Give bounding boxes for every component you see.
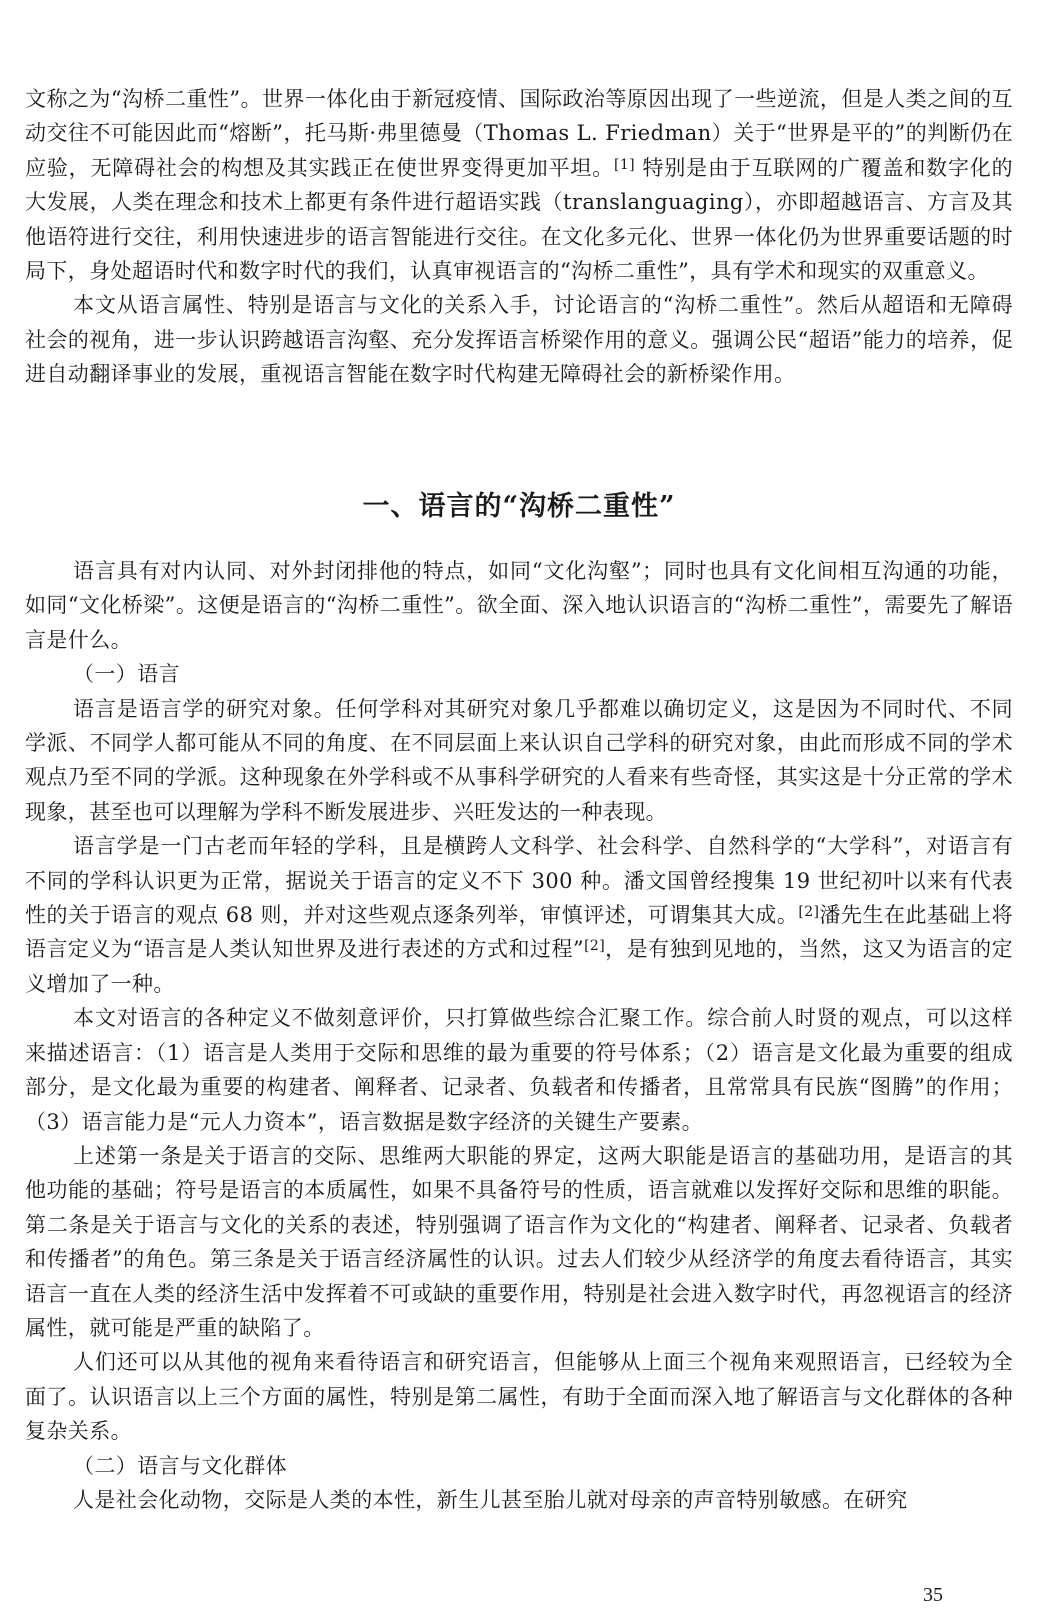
intro-block (25, 82, 1013, 392)
section1-paragraph-2: 语言是语言学的研究对象。任何学科对其研究对象几乎都难以确切定义，这是因为不同时代、不同学派、不同学人都可能从不同的角度、在不同层面上来认识自己学科的研究对象，由此而形成不同的学术观点乃至不同的学派。这种现象在外学科或不从事科学研究的人看来有些奇怪，其实这是十分正常的学术现象，甚至也可以理解为学科不断发展进步、兴旺发达的一种表现。 (25, 696, 1013, 824)
intro-paragraph-1 (25, 82, 1013, 288)
footnote-ref-2b[interactable]: [2] (584, 938, 606, 955)
subsection-heading-1: （一）语言 (73, 662, 180, 687)
section1-body (25, 554, 1013, 1517)
intro-p1-text: 文称之为“沟桥二重性”。世界一体化由于新冠疫情、国际政治等原因出现了一些逆流，但是人类之间的互动交往不可能因此而“熔断”，托马斯·弗里德曼（Thomas L. Friedman）关于“世界是平的”的判断仍在应验，无障碍社会的构想及其实践正在使世界变得更加平坦。 (25, 87, 1013, 180)
section1-paragraph-7: 人是社会化动物，交际是人类的本性，新生儿甚至胎儿就对母亲的声音特别敏感。在研究 (73, 1487, 908, 1512)
p3-part-a: 语言学是一门古老而年轻的学科，且是横跨人文科学、社会科学、自然科学的“大学科”，对语言有不同的学科认识更为正常，据说关于语言的定义不下 300 种。潘文国曾经搜集 19 世纪初叶以来有代表性的关于语言的观点 68 则，并对这些观点逐条列举，审慎评述，可谓集其大成。 (25, 834, 1013, 928)
section1-paragraph-4: 本文对语言的各种定义不做刻意评价，只打算做些综合汇聚工作。综合前人时贤的观点，可以这样来描述语言：（1）语言是人类用于交际和思维的最为重要的符号体系；（2）语言是文化最为重要的组成部分，是文化最为重要的构建者、阐释者、记录者、负载者和传播者，且常常具有民族“图腾”的作用；（3）语言能力是“元人力资本”，语言数据是数字经济的关键生产要素。 (25, 1006, 1013, 1134)
section-heading: 一、语言的“沟桥二重性” (362, 491, 676, 522)
page-number: 35 (923, 1584, 943, 1606)
section1-paragraph-5: 上述第一条是关于语言的交际、思维两大职能的界定，这两大职能是语言的基础功用，是语言的其他功能的基础；符号是语言的本质属性，如果不具备符号的性质，语言就难以发挥好交际和思维的职能。第二条是关于语言与文化的关系的表述，特别强调了语言作为文化的“构建者、阐释者、记录者、负载者和传播者”的角色。第三条是关于语言经济属性的认识。过去人们较少从经济学的角度去看待语言，其实语言一直在人类的经济生活中发挥着不可或缺的重要作用，特别是社会进入数字时代，再忽视语言的经济属性，就可能是严重的缺陷了。 (25, 1143, 1013, 1340)
p3-part-b: 潘先生在此基础上将语言定义为“语言是人类认知世界及进行表述的方式和过程” (25, 903, 1013, 962)
section1-paragraph-1: 语言具有对内认同、对外封闭排他的特点，如同“文化沟壑”；同时也具有文化间相互沟通的功能，如同“文化桥梁”。这便是语言的“沟桥二重性”。欲全面、深入地认识语言的“沟桥二重性”，需要先了解语言是什么。 (25, 559, 1013, 652)
p3-part-c: ，是有独到见地的，当然，这又为语言的定义增加了一种。 (25, 937, 1013, 996)
intro-p1-cont-text: 特别是由于互联网的广覆盖和数字化的大发展，人类在理念和技术上都更有条件进行超语实践（translanguaging），亦即超越语言、方言及其他语符进行交往，利用快速进步的语言智能进行交往。在文化多元化、世界一体化仍为世界重要话题的时局下，身处超语时代和数字时代的我们，认真审视语言的“沟桥二重性”，具有学术和现实的双重意义。 (25, 155, 1013, 284)
section1-paragraph-3 (25, 829, 1013, 1001)
subsection-heading-2: （二）语言与文化群体 (73, 1453, 287, 1478)
footnote-ref-2a[interactable]: [2] (798, 904, 820, 921)
footnote-ref-1[interactable]: [1] (614, 156, 636, 173)
section1-paragraph-6: 人们还可以从其他的视角来看待语言和研究语言，但能够从上面三个视角来观照语言，已经较为全面了。认识语言以上三个方面的属性，特别是第二属性，有助于全面而深入地了解语言与文化群体的各种复杂关系。 (25, 1350, 1013, 1444)
intro-paragraph-2: 本文从语言属性、特别是语言与文化的关系入手，讨论语言的“沟桥二重性”。然后从超语和无障碍社会的视角，进一步认识跨越语言沟壑、充分发挥语言桥梁作用的意义。强调公民“超语”能力的培养，促进自动翻译事业的发展，重视语言智能在数字时代构建无障碍社会的新桥梁作用。 (25, 293, 1013, 387)
